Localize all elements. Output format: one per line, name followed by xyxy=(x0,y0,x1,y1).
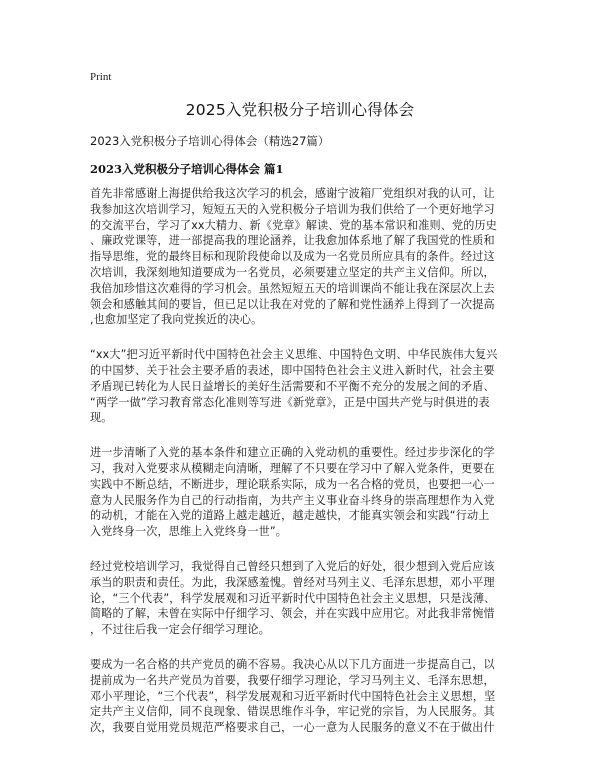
text-line: 入党终身一次，思维上入党终身一世”。 xyxy=(90,525,288,539)
text-line: 次培训，我深刻地知道要成为一名党员，必须要建立坚定的共产主义信仰。所以， xyxy=(90,265,495,279)
paragraph-2 xyxy=(90,347,514,426)
text-line: 实践中不断总结，不断进步，理论联系实际，成为一名合格的党员，也要把一心一 xyxy=(90,477,495,491)
print-link[interactable]: Print xyxy=(90,71,112,83)
text-line: 定共产主义信仰，同不良现象、错误思维作斗争，牢记党的宗旨，为人民服务。其 xyxy=(90,705,495,719)
text-line: 承当的职责和责任。为此，我深感羞愧。曾经对马列主义、毛泽东思想，邓小平理 xyxy=(90,575,495,589)
text-line: 邓小平理论，“三个代表”，科学发展观和习近平新时代中国特色社会主义思想，坚 xyxy=(90,689,496,703)
text-line: 论，“三个代表”，科学发展观和习近平新时代中国特色社会主义思想，只是浅薄、 xyxy=(90,591,496,605)
text-line: 的交流平台，学习了xx大精力、新《党章》解读、党的基本常识和准则、党的历史 xyxy=(90,218,497,232)
section-heading: 2023入党积极分子培训心得体会 篇1 xyxy=(90,162,284,176)
paragraph-1 xyxy=(90,186,514,328)
text-line: 次，我要自觉用党员规范严格要求自己，一心一意为人民服务的意义不在于做出什 xyxy=(90,721,495,735)
document-subtitle: 2023入党积极分子培训心得体会（精选27篇） xyxy=(90,134,330,148)
text-line: 的中国梦、关于社会主要矛盾的表述，即中国特色社会主义进入新时代，社会主要 xyxy=(90,363,495,377)
text-line: ，不过往后我一定会仔细学习理论。 xyxy=(90,623,270,637)
text-line: 领会和感触其间的要旨，但已足以让我在对党的了解和党性涵养上得到了一次提高 xyxy=(90,297,495,311)
text-line: 指导思维，党的最终目标和现阶段使命以及成为一名党员所应具有的条件。经过这 xyxy=(90,250,495,264)
paragraph-5 xyxy=(90,657,514,736)
text-line: “xx大”把习近平新时代中国特色社会主义思维、中国特色文明、中华民族伟大复兴 xyxy=(90,348,498,362)
paragraph-3 xyxy=(90,445,514,540)
text-line: 意为人民服务作为自己的行动指南，为共产主义事业奋斗终身的崇高理想作为入党 xyxy=(90,493,495,507)
text-line: 我倍加珍惜这次难得的学习机会。虽然短短五天的培训课尚不能让我在深层次上去 xyxy=(90,281,495,295)
text-line: 简略的了解，未曾在实际中仔细学习、领会，并在实践中应用它。对此我非常惋惜 xyxy=(90,607,495,621)
text-line: 、廉政党课等，进一部提高我的理论涵养，让我愈加体系地了解了我国党的性质和 xyxy=(90,234,495,248)
text-line: 要成为一名合格的共产党员的确不容易。我决心从以下几方面进一步提高自己，以 xyxy=(90,657,495,671)
page-title: 2025入党积极分子培训心得体会 xyxy=(185,101,415,119)
text-line: 习，我对入党要求从模糊走向清晰，理解了不只要在学习中了解入党条件，更要在 xyxy=(90,461,495,475)
article-body xyxy=(90,186,514,755)
text-line: ,也愈加坚定了我向党挨近的决心。 xyxy=(90,313,263,327)
text-line: 首先非常感谢上海提供给我这次学习的机会，感谢宁波箱厂党组织对我的认可，让 xyxy=(90,187,495,200)
text-line: 进一步清晰了入党的基本条件和建立正确的入党动机的重要性。经过步步深化的学 xyxy=(90,446,495,460)
paragraph-4 xyxy=(90,559,514,638)
text-line: 的动机，才能在入党的道路上越走越近，越走越快，才能真实领会和实践“行动上 xyxy=(90,509,490,523)
text-line: 经过党校培训学习，我觉得自己曾经只想到了入党后的好处，很少想到入党后应该 xyxy=(90,559,495,573)
text-line: 提前成为一名共产党员为首要，我要仔细学习理论，学习马列主义、毛泽东思想， xyxy=(90,673,495,687)
text-line: 我参加这次培训学习，短短五天的入党积极分子培训为我们供给了一个更好地学习 xyxy=(90,202,495,216)
text-line: 现。 xyxy=(90,411,113,425)
text-line: 矛盾现已转化为人民日益增长的美好生活需要和不平衡不充分的发展之间的矛盾、 xyxy=(90,379,495,393)
text-line: “两学一做”学习教育常态化准则等写进《新党章》，正是中国共产党与时俱进的表 xyxy=(90,395,490,409)
